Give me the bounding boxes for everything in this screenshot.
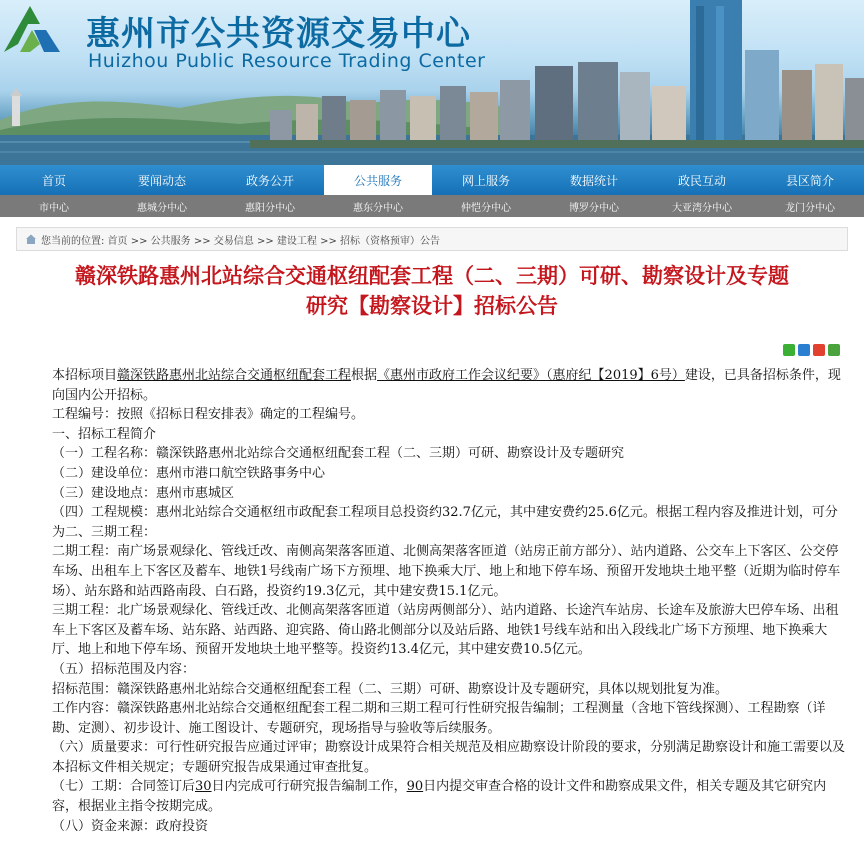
subnav-item-dayawan[interactable]: 大亚湾分中心: [672, 202, 732, 214]
subnav-item-boluo[interactable]: 博罗分中心: [569, 202, 619, 214]
breadcrumb-text[interactable]: 您当前的位置: 首页 >> 公共服务 >> 交易信息 >> 建设工程 >> 招标（资格预审）公告: [41, 235, 441, 247]
nav-item-interaction[interactable]: 政民互动: [677, 173, 726, 188]
paragraph-scale: （四）工程规模：惠州北站综合交通枢纽市政配套工程项目总投资约32.7亿元，其中建安费约25.6亿元。根据工程内容及推进计划，可分为二、三期工程：: [52, 505, 838, 540]
nav-item-news[interactable]: 要闻动态: [137, 173, 186, 188]
logo-icon: [0, 0, 64, 60]
paragraph-employer: （二）建设单位：惠州市港口航空铁路事务中心: [52, 465, 326, 481]
nav-item-public-service[interactable]: 公共服务: [324, 165, 432, 195]
paragraph-project-name: （一）工程名称：赣深铁路惠州北站综合交通枢纽配套工程（二、三期）可研、勘察设计及专题研究: [52, 446, 625, 462]
site-subtitle: Huizhou Public Resource Trading Center: [88, 50, 486, 72]
paragraph-quality: （六）质量要求：可行性研究报告应通过评审；勘察设计成果符合相关规范及相应勘察设计阶段的要求，分别满足勘察设计和施工需要以及本招标文件相关规定；专题研究报告成果通过审查批复。: [52, 740, 846, 775]
subnav-item-huicheng[interactable]: 惠城分中心: [137, 202, 187, 214]
article-title-line1: 赣深铁路惠州北站综合交通枢纽配套工程（二、三期）可研、勘察设计及专题: [75, 264, 789, 288]
breadcrumb: [16, 227, 848, 251]
nav-item-gov-affairs[interactable]: 政务公开: [245, 173, 294, 188]
subnav-item-city-center[interactable]: 市中心: [39, 202, 69, 214]
weibo-icon[interactable]: [798, 344, 810, 356]
paragraph-phase3: 三期工程：北广场景观绿化、管线迁改、北侧高架落客匝道（站房两侧部分）、站内道路、长途汽车站房、长途车及旅游大巴停车场、出租车上下客区及蓄车场、站东路、站西路、迎宾路、倚山路北侧部分以及站后路、地铁1号线车站和出入段线北广场下方预埋、地下换乘大厅、地上和地下停车场、预留开发地块土地平整等。投资约13.4亿元，其中建安费10.5亿元。: [52, 603, 839, 658]
article-title: [20, 261, 844, 321]
subnav-item-longmen[interactable]: 龙门分中心: [785, 202, 835, 214]
paragraph-work-content: 工作内容：赣深铁路惠州北站综合交通枢纽配套工程二期和三期工程可行性研究报告编制；工程测量（含地下管线探测）、工程勘察（详勘、定测）、初步设计、施工图设计、专题研究，现场指导与验收等后续服务。: [52, 701, 826, 736]
article-title-line2: 研究【勘察设计】招标公告: [306, 294, 558, 318]
wechat-icon[interactable]: [783, 344, 795, 356]
paragraph-scope: 招标范围：赣深铁路惠州北站综合交通枢纽配套工程（二、三期）可研、勘察设计及专题研究，具体以规划批复为准。: [52, 681, 729, 697]
paragraph-duration: （七）工期：合同签订后30日内完成可行研究报告编制工作，90日内提交审查合格的设计文件和勘察成果文件，相关专题及其它研究内容，根据业主指令按期完成。: [52, 779, 827, 815]
paragraph-funding: （八）资金来源：政府投资: [52, 818, 209, 834]
nav-item-counties[interactable]: 县区简介: [785, 173, 834, 188]
more-share-icon[interactable]: [828, 344, 840, 356]
paragraph-location: （三）建设地点：惠州市惠城区: [52, 485, 235, 501]
share-bar: [783, 344, 840, 356]
nav-item-online-service[interactable]: 网上服务: [461, 173, 510, 188]
qzone-icon[interactable]: [813, 344, 825, 356]
subnav-item-huiyang[interactable]: 惠阳分中心: [245, 202, 295, 214]
paragraph-project-code: 工程编号：按照《招标日程安排表》确定的工程编号。: [52, 407, 365, 423]
home-icon: [25, 233, 37, 245]
nav-item-statistics[interactable]: 数据统计: [569, 173, 618, 188]
subnav-item-zhongkai[interactable]: 仲恺分中心: [461, 202, 511, 214]
article-body: [26, 366, 846, 836]
sub-nav: [0, 195, 864, 217]
paragraph-intro: 本招标项目赣深铁路惠州北站综合交通枢纽配套工程根据《惠州市政府工作会议纪要》（惠府纪【2019】6号）建设，已具备招标条件，现向国内公开招标。: [52, 368, 841, 403]
paragraph-scope-heading: （五）招标范围及内容：: [52, 661, 196, 677]
paragraph-phase2: 二期工程：南广场景观绿化、管线迁改、南侧高架落客匝道、北侧高架落客匝道（站房正前方部分）、站内道路、公交车上下客区、公交停车场、出租车上下客区及蓄车、地铁1号线南广场下方预埋、地下换乘大厅、地上和地下停车场、预留开发地块土地平整（近期为临时停车场）、站东路和站西路南段、白石路，投资约19.3亿元，其中建安费15.1亿元。: [52, 544, 841, 599]
site-title: 惠州市公共资源交易中心: [86, 14, 471, 54]
section-heading-1: 一、招标工程简介: [52, 426, 157, 442]
nav-item-home[interactable]: 首页: [41, 173, 66, 188]
site-banner: [0, 0, 864, 165]
subnav-item-huidong[interactable]: 惠东分中心: [353, 202, 403, 214]
main-nav: [0, 165, 864, 195]
